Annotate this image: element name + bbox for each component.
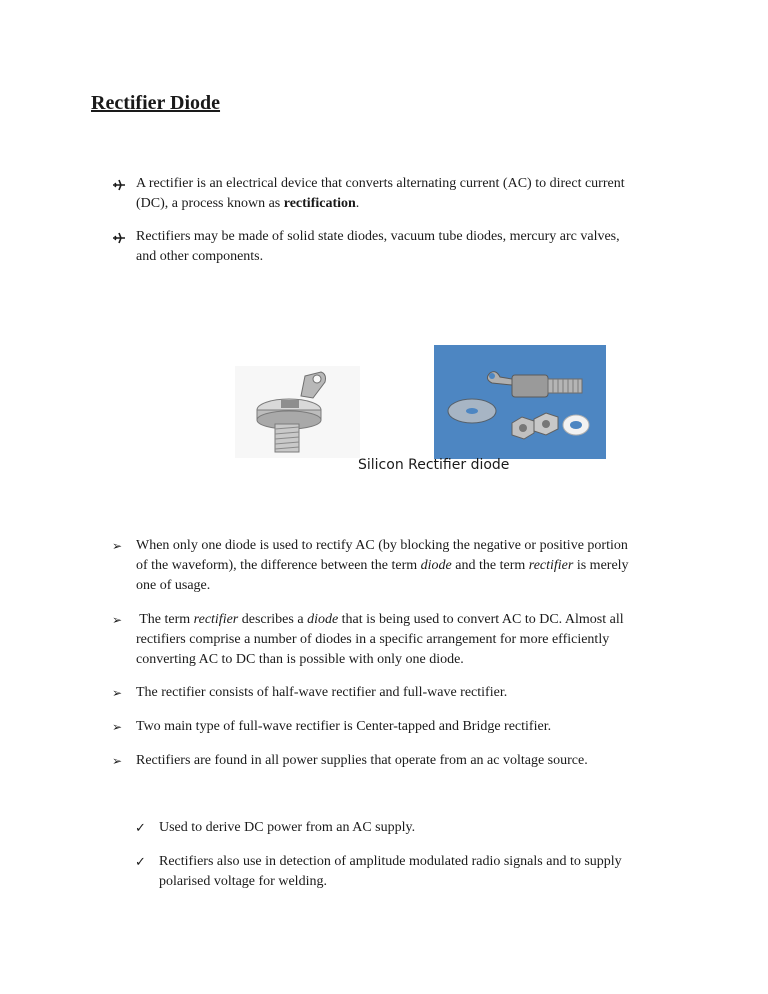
arrow-bullet-3 xyxy=(112,683,692,703)
intro-bullet-2-line2: and other components. xyxy=(136,249,264,264)
arrow-bullet-2-line2: rectifiers comprise a number of diodes in a specific arrangement for more efficiently xyxy=(136,632,610,647)
intro-bullet-1-line1: A rectifier is an electrical device that converts alternating current (AC) to direct current xyxy=(136,176,625,191)
check-bullet-1 xyxy=(135,818,695,838)
arrow-bullet-2-connector: describes a xyxy=(238,612,308,627)
checkmark-bullet-icon: ✓ xyxy=(135,820,146,835)
arrowhead-bullet-icon: ➢ xyxy=(112,720,123,734)
arrow-bullet-1 xyxy=(112,536,692,596)
arrow-bullet-1-connector: and the term xyxy=(451,558,529,573)
arrowhead-bullet-icon: ➢ xyxy=(112,539,123,553)
check-bullet-2-line1: Rectifiers also use in detection of amplitude modulated radio signals and to supply xyxy=(159,854,622,869)
arrow-bullet-1-line2-end: is merely xyxy=(573,558,629,573)
arrow-bullet-1-line1: When only one diode is used to rectify AC (by blocking the negative or positive portion xyxy=(136,538,628,553)
arrow-bullet-2-line3: converting AC to DC than is possible with only one diode. xyxy=(136,652,464,667)
arrow-bullet-5 xyxy=(112,751,692,771)
intro-bullet-1 xyxy=(112,174,672,214)
arrow-bullet-2 xyxy=(112,610,692,670)
arrow-bullet-4 xyxy=(112,717,692,737)
arrow-bullet-1-text xyxy=(136,536,629,596)
arrow-bullet-5-text: Rectifiers are found in all power supplies that operate from an ac voltage source. xyxy=(136,753,588,768)
diode-photo-small xyxy=(235,366,360,458)
arrowhead-bullet-icon: ➢ xyxy=(112,754,123,768)
arrow-bullet-4-text: Two main type of full-wave rectifier is Center-tapped and Bridge rectifier. xyxy=(136,719,552,734)
arrow-bullet-2-text xyxy=(136,610,624,670)
arrow-bullet-2-line1: The term xyxy=(136,612,194,627)
arrow-bullet-3-text: The rectifier consists of half-wave rectifier and full-wave rectifier. xyxy=(136,685,508,700)
intro-bullet-1-bold-term: rectification xyxy=(283,196,356,211)
intro-bullet-2 xyxy=(112,227,672,267)
diode-photo-with-hardware xyxy=(434,345,606,459)
check-bullet-2-text xyxy=(159,852,622,892)
arrow-bullet-2-line1-end: that is being used to convert AC to DC. Almost all xyxy=(338,612,624,627)
term-rectifier: rectifier xyxy=(193,612,239,627)
check-bullet-1-text: Used to derive DC power from an AC supply. xyxy=(159,820,416,835)
arrowhead-bullet-icon: ➢ xyxy=(112,613,123,627)
arrow-bullet-1-line2: of the waveform), the difference between the term xyxy=(136,558,421,573)
airplane-bullet-icon xyxy=(112,174,126,192)
intro-bullet-1-period: . xyxy=(355,196,360,211)
term-diode: diode xyxy=(307,612,339,627)
arrowhead-bullet-icon: ➢ xyxy=(112,686,123,700)
page-title: Rectifier Diode xyxy=(91,92,221,114)
check-bullet-2-line2: polarised voltage for welding. xyxy=(159,874,327,889)
intro-bullet-1-line2: (DC), a process known as xyxy=(136,196,284,211)
checkmark-bullet-icon: ✓ xyxy=(135,854,146,869)
intro-bullet-2-text xyxy=(136,227,620,267)
airplane-bullet-icon xyxy=(112,227,126,245)
arrow-bullet-1-line3: one of usage. xyxy=(136,578,211,593)
term-rectifier: rectifier xyxy=(528,558,574,573)
intro-bullet-1-text xyxy=(136,174,625,214)
figure-caption: Silicon Rectifier diode xyxy=(358,457,510,473)
term-diode: diode xyxy=(420,558,452,573)
intro-bullet-2-line1: Rectifiers may be made of solid state diodes, vacuum tube diodes, mercury arc valves, xyxy=(136,229,620,244)
check-bullet-2 xyxy=(135,852,695,892)
